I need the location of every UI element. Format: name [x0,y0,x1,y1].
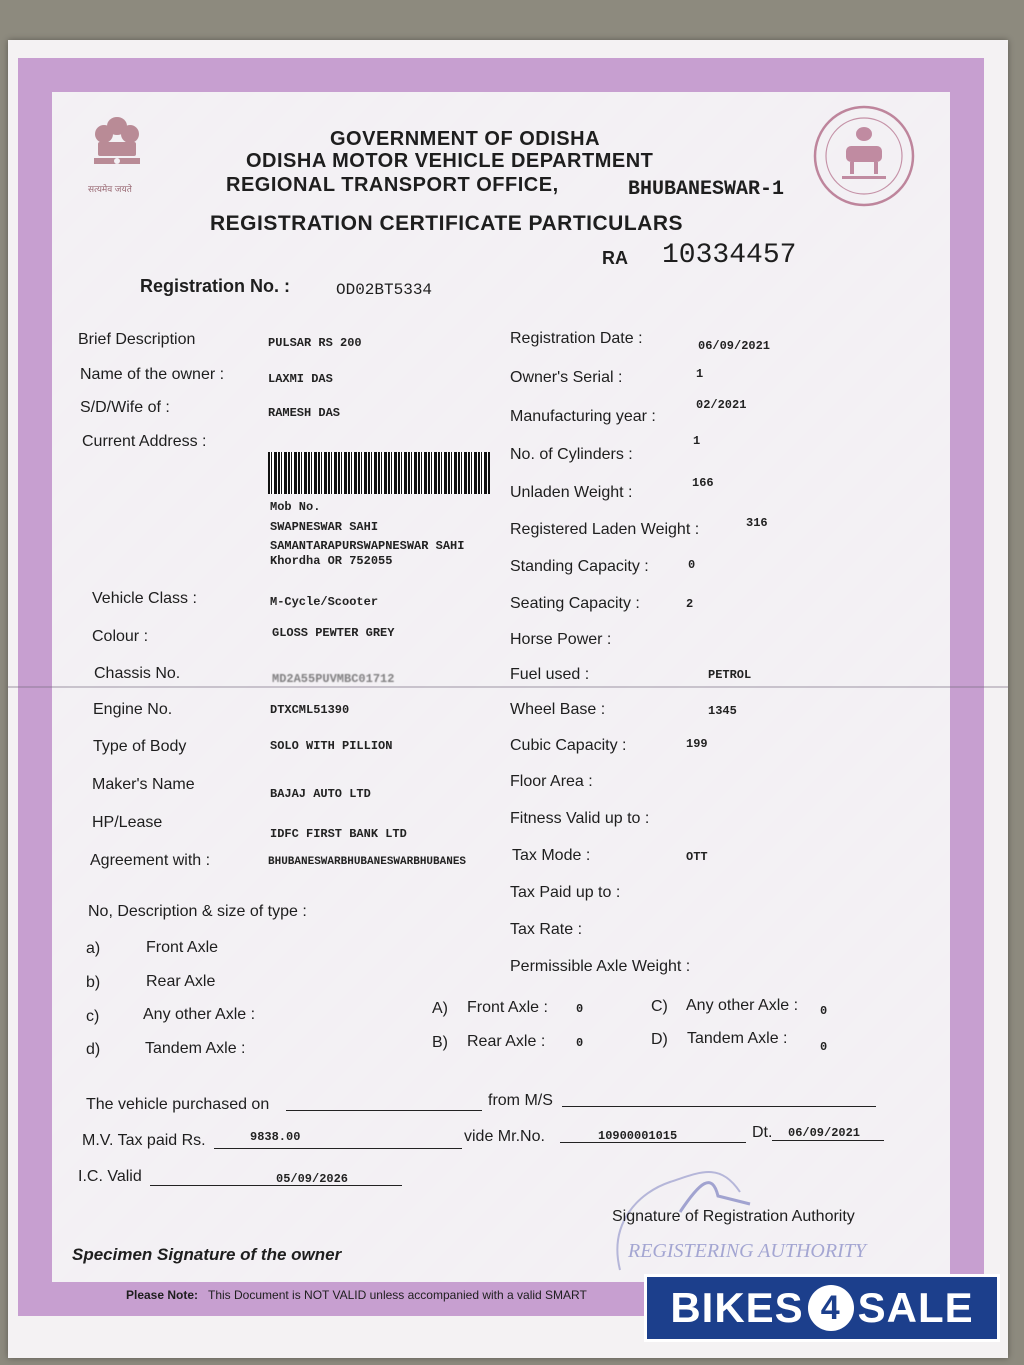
document-title: REGISTRATION CERTIFICATE PARTICULARS [210,212,683,235]
odisha-seal-icon [812,104,916,208]
brief-description-label: Brief Description [78,331,196,348]
colour-value: GLOSS PEWTER GREY [272,626,395,640]
chassis-value: MD2A55PUVMBC01712 [272,672,395,686]
cubic-capacity-label: Cubic Capacity : [510,737,627,754]
header-government: GOVERNMENT OF ODISHA [330,128,601,150]
registration-no-label: Registration No. : [140,276,291,296]
axle-weight-label: Permissible Axle Weight : [510,958,691,975]
address-line-3: Khordha OR 752055 [270,554,393,568]
standing-capacity-value: 0 [688,558,696,572]
paper-fold [8,686,1008,688]
seating-capacity-value: 2 [686,597,694,611]
bikes4sale-logo [644,1274,1000,1342]
tax-mode-label: Tax Mode : [512,847,591,864]
body-type-value: SOLO WITH PILLION [270,739,393,753]
weight-a-label: Front Axle : [467,999,548,1016]
owner-name-value: LAXMI DAS [268,372,333,386]
axle-b-label: Rear Axle [146,973,216,990]
unladen-weight-label: Unladen Weight : [510,484,633,501]
axle-d-key: d) [86,1041,101,1058]
purchased-line [286,1110,482,1111]
weight-d-label: Tandem Axle : [687,1030,788,1047]
header-department: ODISHA MOTOR VEHICLE DEPARTMENT [246,150,654,172]
hp-lease-label: HP/Lease [92,814,163,831]
agreement-value: BHUBANESWARBHUBANESWARBHUBANES [268,856,467,868]
horse-power-label: Horse Power : [510,631,612,648]
hp-lease-value: IDFC FIRST BANK LTD [270,827,407,841]
reg-date-value: 06/09/2021 [698,339,771,353]
reg-date-label: Registration Date : [510,330,643,347]
tax-rate-label: Tax Rate : [510,921,583,938]
ic-valid-label: I.C. Valid [78,1168,142,1185]
weight-c-key: C) [651,998,668,1015]
logo-text-right: SALE [857,1284,974,1331]
weight-b-label: Rear Axle : [467,1033,546,1050]
agreement-label: Agreement with : [90,852,211,869]
owner-name-label: Name of the owner : [80,366,225,383]
axle-b-key: b) [86,974,101,991]
tax-paid-rs-value: 9838.00 [250,1130,301,1144]
standing-capacity-label: Standing Capacity : [510,558,649,575]
chassis-label: Chassis No. [94,665,181,682]
laden-weight-value: 316 [746,516,768,530]
axle-c-key: c) [86,1008,100,1025]
dt-value: 06/09/2021 [788,1126,861,1140]
weight-d-value: 0 [820,1040,828,1054]
weight-b-key: B) [432,1034,448,1051]
owner-serial-label: Owner's Serial : [510,369,623,386]
note-text: This Document is NOT VALID unless accompanied with a valid SMART [208,1288,587,1302]
header-office: REGIONAL TRANSPORT OFFICE, [226,174,559,196]
authority-signature-label: Signature of Registration Authority [612,1208,855,1225]
vide-label: vide Mr.No. [464,1128,545,1145]
stamp-text: REGISTERING AUTHORITY [628,1240,866,1262]
fuel-label: Fuel used : [510,666,590,683]
owner-signature-label: Specimen Signature of the owner [72,1245,342,1264]
weight-b-value: 0 [576,1036,584,1050]
unladen-weight-value: 166 [692,476,714,490]
address-line-2: SAMANTARAPURSWAPNESWAR SAHI [270,539,465,553]
weight-c-label: Any other Axle : [686,997,799,1014]
ra-number: 10334457 [662,240,797,271]
dt-label: Dt. [752,1124,773,1141]
mfg-year-value: 02/2021 [696,398,747,412]
seating-capacity-label: Seating Capacity : [510,595,640,612]
colour-label: Colour : [92,628,149,645]
tax-paid-rs-line [214,1148,462,1149]
ic-valid-value: 05/09/2026 [276,1172,349,1186]
vide-value: 10900001015 [598,1129,678,1143]
body-type-label: Type of Body [93,738,187,755]
cylinders-label: No. of Cylinders : [510,446,633,463]
logo-text-left: BIKES [670,1284,804,1331]
axle-a-label: Front Axle [146,939,219,956]
tax-paid-rs-label: M.V. Tax paid Rs. [82,1132,206,1149]
from-line [562,1106,876,1107]
axle-c-label: Any other Axle : [143,1006,256,1023]
mobile-label: Mob No. [270,500,321,514]
registration-no-value: OD02BT5334 [336,281,433,299]
tyre-heading: No, Description & size of type : [88,903,307,920]
note-label: Please Note: [126,1288,199,1302]
wheel-base-value: 1345 [708,704,737,718]
brief-description-value: PULSAR RS 200 [268,336,362,350]
weight-c-value: 0 [820,1004,828,1018]
purchased-label: The vehicle purchased on [86,1096,270,1113]
ra-label: RA [602,248,628,268]
logo-number: 4 [808,1285,854,1331]
engine-label: Engine No. [93,701,173,718]
maker-label: Maker's Name [92,776,195,793]
address-label: Current Address : [82,433,207,450]
owner-serial-value: 1 [696,367,704,381]
axle-d-label: Tandem Axle : [145,1040,246,1057]
fuel-value: PETROL [708,668,752,682]
from-label: from M/S [488,1092,553,1109]
office-name: BHUBANESWAR-1 [628,178,785,201]
tax-mode-value: OTT [686,850,708,864]
address-barcode [268,452,490,494]
weight-a-key: A) [432,1000,448,1017]
dt-line [772,1140,884,1141]
national-emblem-icon [86,112,148,192]
cylinders-value: 1 [693,434,701,448]
mfg-year-label: Manufacturing year : [510,408,656,425]
cubic-capacity-value: 199 [686,737,708,751]
fitness-label: Fitness Valid up to : [510,810,650,827]
axle-a-key: a) [86,940,101,957]
vehicle-class-label: Vehicle Class : [92,590,197,607]
weight-d-key: D) [651,1031,668,1048]
weight-a-value: 0 [576,1002,584,1016]
vehicle-class-value: M-Cycle/Scooter [270,595,379,609]
address-line-1: SWAPNESWAR SAHI [270,520,379,534]
relation-label: S/D/Wife of : [80,399,170,416]
laden-weight-label: Registered Laden Weight : [510,521,700,538]
wheel-base-label: Wheel Base : [510,701,606,718]
relation-value: RAMESH DAS [268,406,341,420]
emblem-caption: सत्यमेव जयते [88,184,132,194]
engine-value: DTXCML51390 [270,703,350,717]
floor-area-label: Floor Area : [510,773,593,790]
tax-paid-label: Tax Paid up to : [510,884,621,901]
maker-value: BAJAJ AUTO LTD [270,787,371,801]
